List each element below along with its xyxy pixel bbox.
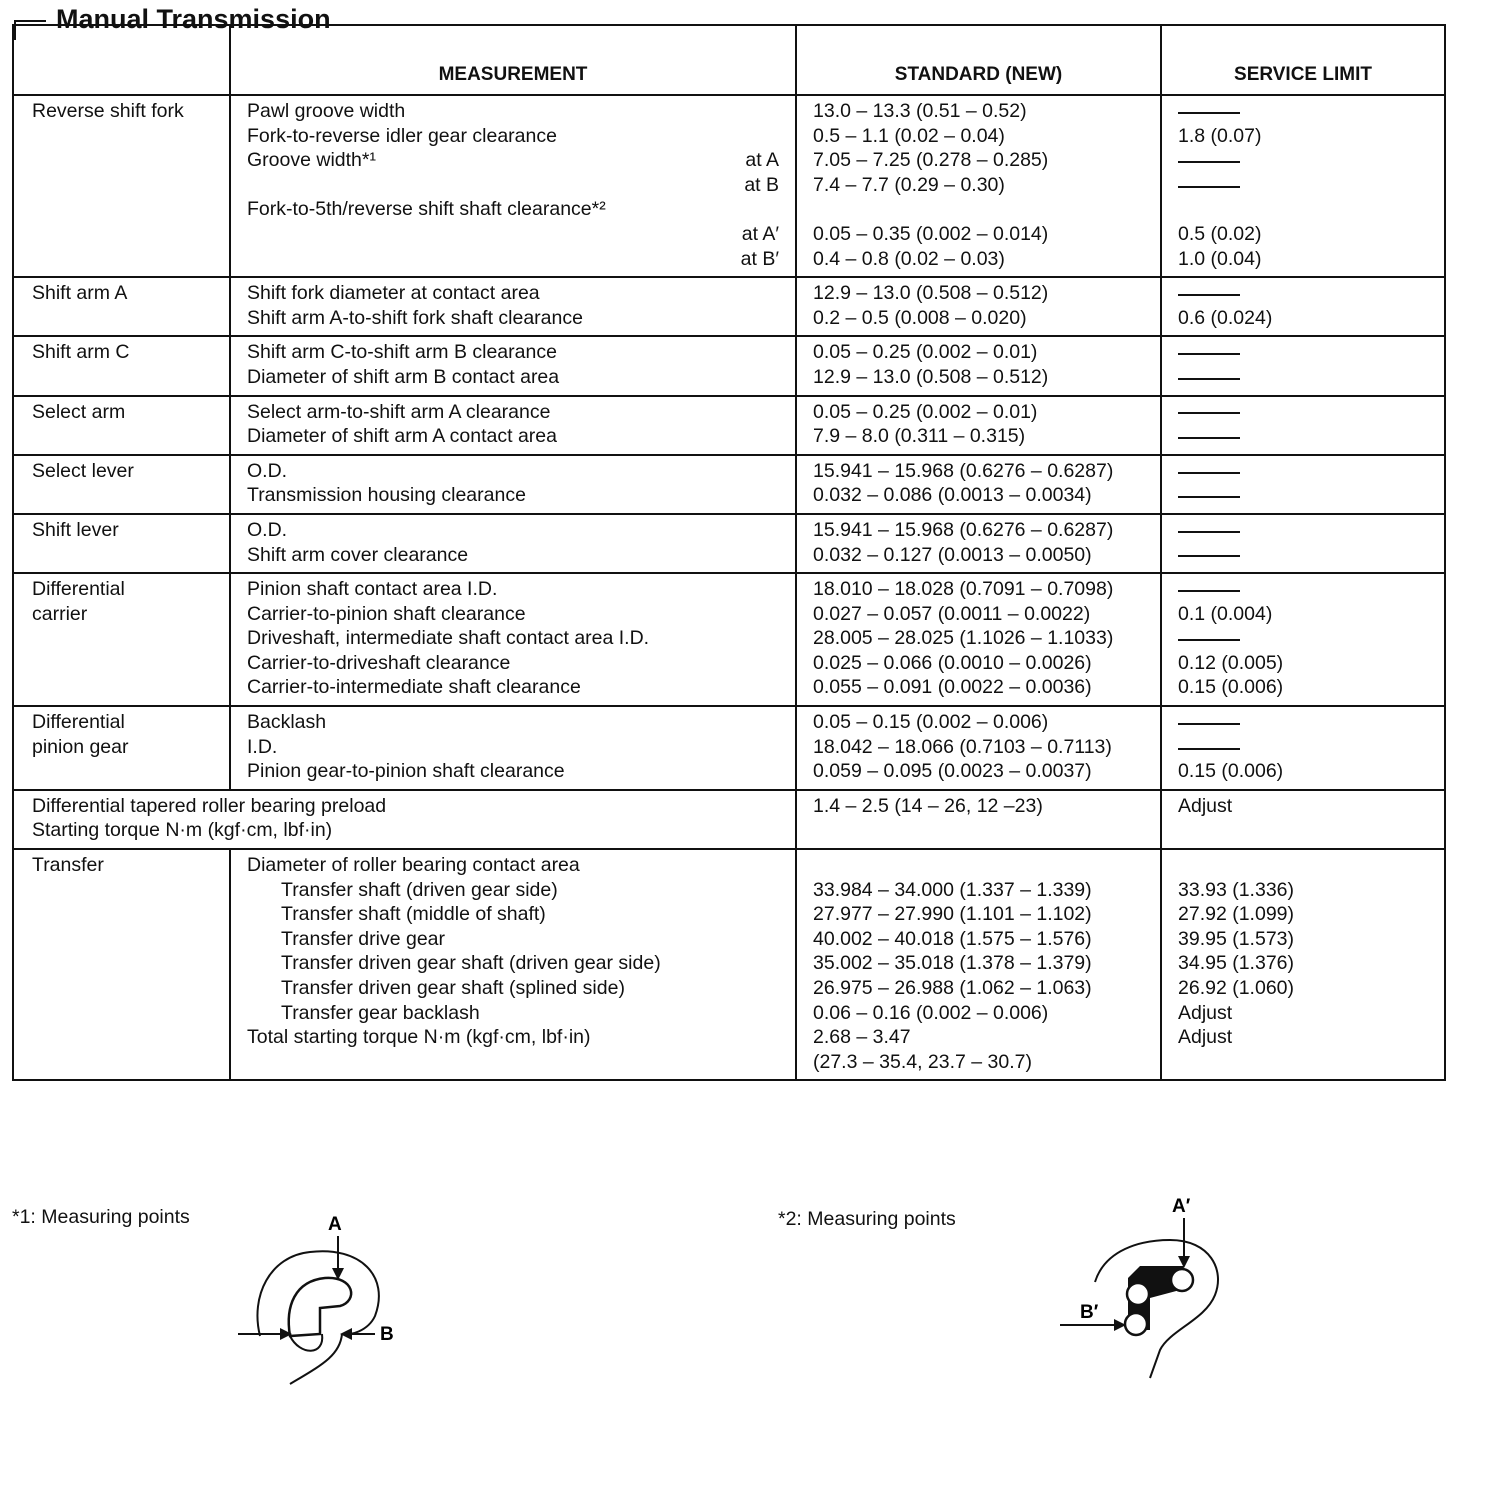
header-row: [13, 25, 1445, 95]
measurement-text: Transfer gear backlash: [281, 1001, 480, 1024]
measurement-cell: [230, 573, 796, 706]
measuring-point-label: at B: [744, 173, 779, 196]
service-limit-dash: [1178, 148, 1434, 173]
standard-value: (27.3 – 35.4, 23.7 – 30.7): [813, 1050, 1032, 1073]
service-limit-value: Adjust: [1178, 1001, 1233, 1024]
measurement-line: [247, 124, 785, 149]
standard-value: 0.05 – 0.35 (0.002 – 0.014): [813, 222, 1049, 245]
measurement-line: [247, 173, 785, 198]
spec-body: [13, 95, 1445, 1080]
service-limit-value: 1.8 (0.07): [1178, 124, 1262, 147]
service-limit-dash: [1178, 483, 1434, 508]
measurement-line: [247, 602, 785, 627]
standard-value: [813, 197, 1150, 222]
dash-mark: [1178, 723, 1240, 725]
standard-value: 0.5 – 1.1 (0.02 – 0.04): [813, 124, 1005, 147]
service-limit-cell: [1161, 455, 1445, 514]
measurement-text: Shift arm cover clearance: [247, 543, 469, 566]
service-limit-value: 0.15 (0.006): [1178, 676, 1284, 699]
standard-value: 18.010 – 18.028 (0.7091 – 0.7098): [813, 578, 1114, 601]
measurement-text: Diameter of shift arm B contact area: [247, 365, 560, 388]
measurement-text: Transfer driven gear shaft (driven gear side): [281, 952, 661, 975]
component-cell: [13, 336, 230, 395]
note-2: *2: Measuring points: [778, 1208, 956, 1230]
measurement-line: [247, 281, 785, 306]
standard-value: 33.984 – 34.000 (1.337 – 1.339): [813, 878, 1092, 901]
measurement-cell: [230, 706, 796, 790]
spec-row: [13, 277, 1445, 336]
standard-value: 0.059 – 0.095 (0.0023 – 0.0037): [813, 760, 1092, 783]
standard-value: 40.002 – 40.018 (1.575 – 1.576): [813, 927, 1092, 950]
measurement-cell: [230, 95, 796, 277]
measurement-text: Transfer drive gear: [281, 927, 446, 950]
note-1: *1: Measuring points: [12, 1206, 190, 1228]
dash-mark: [1178, 496, 1240, 498]
component-cell: [13, 706, 230, 790]
service-limit-value: 39.95 (1.573): [1178, 927, 1295, 950]
header-measurement: MEASUREMENT: [230, 25, 796, 95]
service-limit-dash: [1178, 173, 1434, 198]
component-name: Shift arm A: [32, 282, 128, 305]
dash-mark: [1178, 412, 1240, 414]
service-limit-value: 27.92 (1.099): [1178, 903, 1295, 926]
measurement-text: Total starting torque N·m (kgf·cm, lbf·in): [247, 1026, 591, 1049]
standard-value: 0.027 – 0.057 (0.0011 – 0.0022): [813, 602, 1091, 625]
measurement-text: Fork-to-reverse idler gear clearance: [247, 124, 557, 147]
measurement-line: [247, 247, 785, 272]
service-limit-dash: [1178, 543, 1434, 568]
dash-mark: [1178, 472, 1240, 474]
dash-mark: [1178, 555, 1240, 557]
component-name: carrier: [32, 602, 88, 625]
measurement-line: [247, 365, 785, 390]
dash-mark: [1178, 590, 1240, 592]
measurement-text: Transfer shaft (middle of shaft): [281, 903, 546, 926]
spec-row: [13, 336, 1445, 395]
standard-value: 26.975 – 26.988 (1.062 – 1.063): [813, 977, 1092, 999]
measurement-line: [247, 577, 785, 602]
measurement-line: [247, 148, 785, 173]
standard-value: 0.032 – 0.127 (0.0013 – 0.0050): [813, 543, 1092, 566]
service-limit-cell: [1161, 706, 1445, 790]
bracket-hole-upper: [1171, 1269, 1193, 1291]
measurement-line: [247, 735, 785, 760]
service-limit-value: 0.1 (0.004): [1178, 602, 1273, 625]
service-limit-cell: [1161, 95, 1445, 277]
measurement-line: [247, 483, 785, 508]
measurement-line: [247, 306, 785, 331]
standard-cell: [796, 95, 1161, 277]
service-limit-value: 0.12 (0.005): [1178, 651, 1284, 674]
measurement-text: Groove width*¹: [247, 149, 376, 172]
standard-value: 1.4 – 2.5 (14 – 26, 12 –23): [813, 794, 1043, 817]
measurement-text: Select arm-to-shift arm A clearance: [247, 400, 551, 423]
measurement-cell: [230, 336, 796, 395]
measurement-line: [247, 197, 785, 222]
service-limit-dash: [1178, 710, 1434, 735]
standard-cell: [796, 573, 1161, 706]
shift-shaft-clearance-diagram: [1050, 1190, 1240, 1390]
measurement-cell: [230, 514, 796, 573]
measurement-line: [247, 675, 785, 700]
standard-cell: [796, 396, 1161, 455]
service-limit-value: Adjust: [1178, 1026, 1233, 1049]
service-limit-cell: [1161, 849, 1445, 1080]
service-limit-value: [1178, 1050, 1434, 1075]
header-standard: STANDARD (NEW): [796, 25, 1161, 95]
standard-value: 0.032 – 0.086 (0.0013 – 0.0034): [813, 484, 1092, 507]
service-limit-cell: [1161, 277, 1445, 336]
standard-value: 7.9 – 8.0 (0.311 – 0.315): [813, 425, 1026, 448]
measurement-line: [247, 222, 785, 247]
service-limit-cell: [1161, 790, 1445, 849]
service-limit-dash: [1178, 626, 1434, 651]
preload-row: [13, 790, 1445, 849]
standard-value: 18.042 – 18.066 (0.7103 – 0.7113): [813, 735, 1112, 758]
spec-row: [13, 455, 1445, 514]
component-cell: [13, 396, 230, 455]
standard-value: 2.68 – 3.47: [813, 1026, 911, 1049]
service-limit-dash: [1178, 459, 1434, 484]
measurement-line: [247, 543, 785, 568]
service-limit-value: 0.5 (0.02): [1178, 222, 1262, 245]
dash-mark: [1178, 639, 1240, 641]
service-limit-dash: [1178, 99, 1434, 124]
measurement-line: [247, 518, 785, 543]
dash-mark: [1178, 437, 1240, 439]
component-cell: [13, 455, 230, 514]
bracket-outline: [1095, 1240, 1218, 1378]
standard-value: 7.4 – 7.7 (0.29 – 0.30): [813, 173, 1005, 196]
service-limit-value: 33.93 (1.336): [1178, 878, 1295, 901]
spec-row: [13, 706, 1445, 790]
service-limit-cell: [1161, 396, 1445, 455]
service-limit-dash: [1178, 424, 1434, 449]
spec-table: [12, 24, 1446, 1081]
measurement-line: [247, 626, 785, 651]
measurement-text: I.D.: [247, 735, 278, 758]
service-limit-dash: [1178, 400, 1434, 425]
standard-value: 13.0 – 13.3 (0.51 – 0.52): [813, 100, 1027, 122]
component-cell: [13, 277, 230, 336]
measuring-point-label: at B′: [740, 247, 779, 270]
service-limit-value: 0.15 (0.006): [1178, 760, 1284, 783]
measurement-text: Pawl groove width: [247, 100, 406, 122]
measurement-line: [247, 651, 785, 676]
diagram-label-a-prime: A′: [1172, 1196, 1191, 1217]
standard-cell: [796, 790, 1161, 849]
spec-row: [13, 849, 1445, 1080]
measurement-text: Pinion gear-to-pinion shaft clearance: [247, 760, 565, 783]
spec-row: [13, 95, 1445, 277]
dash-mark: [1178, 294, 1240, 296]
component-name: Differential: [32, 578, 125, 601]
spec-row: [13, 396, 1445, 455]
page-title: Manual Transmission: [54, 4, 335, 35]
service-limit-cell: [1161, 336, 1445, 395]
measurement-text: O.D.: [247, 518, 288, 541]
standard-cell: [796, 706, 1161, 790]
service-limit-cell: [1161, 573, 1445, 706]
fork-outer-outline: [257, 1251, 378, 1336]
diagram-label-b-prime: B′: [1080, 1302, 1099, 1323]
preload-label: Differential tapered roller bearing preload: [32, 794, 387, 817]
measurement-text: Driveshaft, intermediate shaft contact area I.D.: [247, 627, 650, 650]
measurement-text: Diameter of roller bearing contact area: [247, 854, 580, 877]
component-name: Shift lever: [32, 518, 119, 541]
component-name: Reverse shift fork: [32, 100, 184, 122]
service-limit-dash: [1178, 735, 1434, 760]
service-limit-value: 0.6 (0.024): [1178, 306, 1273, 329]
standard-value: 0.4 – 0.8 (0.02 – 0.03): [813, 247, 1005, 270]
service-limit-value: 26.92 (1.060): [1178, 977, 1295, 999]
dash-mark: [1178, 186, 1240, 188]
service-limit-value: [1178, 853, 1434, 878]
standard-value: 0.2 – 0.5 (0.008 – 0.020): [813, 306, 1027, 329]
standard-value: 0.025 – 0.066 (0.0010 – 0.0026): [813, 651, 1092, 674]
standard-value: 12.9 – 13.0 (0.508 – 0.512): [813, 282, 1049, 305]
standard-cell: [796, 277, 1161, 336]
standard-value: [813, 853, 1150, 878]
measurement-line: [247, 424, 785, 449]
spec-row: [13, 514, 1445, 573]
standard-value: 0.05 – 0.25 (0.002 – 0.01): [813, 341, 1038, 364]
service-limit-value: 1.0 (0.04): [1178, 247, 1262, 270]
fork-stem: [290, 1334, 342, 1384]
standard-value: 0.05 – 0.15 (0.002 – 0.006): [813, 711, 1049, 734]
component-cell: [13, 849, 230, 1080]
measurement-text: Pinion shaft contact area I.D.: [247, 578, 498, 601]
fork-groove-outline: [289, 1278, 351, 1336]
standard-cell: [796, 336, 1161, 395]
standard-value: 0.05 – 0.25 (0.002 – 0.01): [813, 400, 1038, 423]
measurement-text: Transmission housing clearance: [247, 484, 526, 507]
measurement-text: Carrier-to-pinion shaft clearance: [247, 602, 526, 625]
standard-value: 7.05 – 7.25 (0.278 – 0.285): [813, 149, 1049, 172]
measurement-text: Backlash: [247, 711, 327, 734]
measurement-line: [247, 710, 785, 735]
service-limit-cell: [1161, 514, 1445, 573]
standard-cell: [796, 849, 1161, 1080]
measurement-line: [247, 759, 785, 784]
spec-row: [13, 573, 1445, 706]
measurement-text: Carrier-to-driveshaft clearance: [247, 651, 511, 674]
measurement-cell: [230, 455, 796, 514]
standard-value: 35.002 – 35.018 (1.378 – 1.379): [813, 952, 1092, 975]
standard-value: 0.055 – 0.091 (0.0022 – 0.0036): [813, 676, 1092, 699]
service-limit-dash: [1178, 340, 1434, 365]
service-limit-value: 34.95 (1.376): [1178, 952, 1295, 975]
measurement-line: [247, 340, 785, 365]
dash-mark: [1178, 353, 1240, 355]
component-name: Select arm: [32, 400, 126, 423]
dash-mark: [1178, 748, 1240, 750]
standard-value: 15.941 – 15.968 (0.6276 – 0.6287): [813, 459, 1114, 482]
service-limit-value: Adjust: [1178, 794, 1233, 817]
service-limit-dash: [1178, 518, 1434, 543]
component-cell: [13, 514, 230, 573]
measurement-line: [247, 459, 785, 484]
dash-mark: [1178, 112, 1240, 114]
measuring-point-label: at A: [745, 149, 779, 172]
service-limit-dash: [1178, 281, 1434, 306]
bracket-hole-lower: [1125, 1313, 1147, 1335]
measurement-text: [247, 1050, 785, 1075]
measurement-text: Transfer shaft (driven gear side): [281, 878, 558, 901]
standard-value: 28.005 – 28.025 (1.1026 – 1.1033): [813, 627, 1114, 650]
dash-mark: [1178, 378, 1240, 380]
preload-label-cell: [13, 790, 796, 849]
service-limit-dash: [1178, 365, 1434, 390]
diagram-label-b: B: [380, 1324, 394, 1345]
diagram-label-a: A: [328, 1214, 342, 1235]
standard-value: 15.941 – 15.968 (0.6276 – 0.6287): [813, 518, 1114, 541]
measurement-text: Transfer driven gear shaft (splined side): [281, 977, 625, 999]
measurement-line: [247, 99, 785, 124]
shift-fork-groove-diagram: [230, 1206, 420, 1396]
component-name: Differential: [32, 711, 125, 734]
standard-cell: [796, 514, 1161, 573]
measurement-text: Carrier-to-intermediate shaft clearance: [247, 676, 581, 699]
standard-value: 27.977 – 27.990 (1.101 – 1.102): [813, 903, 1092, 926]
measurement-text: Fork-to-5th/reverse shift shaft clearance*²: [247, 198, 606, 221]
service-limit-value: [1178, 197, 1434, 222]
component-name: Transfer: [32, 854, 104, 877]
measurement-text: Diameter of shift arm A contact area: [247, 425, 557, 448]
measurement-text: O.D.: [247, 459, 288, 482]
measurement-cell: [230, 396, 796, 455]
service-limit-dash: [1178, 577, 1434, 602]
dash-mark: [1178, 161, 1240, 163]
component-cell: [13, 573, 230, 706]
measurement-text: Shift arm A-to-shift fork shaft clearance: [247, 306, 583, 329]
measurement-text: Shift arm C-to-shift arm B clearance: [247, 341, 557, 364]
standard-cell: [796, 455, 1161, 514]
header-service-limit: SERVICE LIMIT: [1161, 25, 1445, 95]
component-name: Shift arm C: [32, 341, 130, 364]
header-component: [13, 25, 230, 95]
standard-value: 12.9 – 13.0 (0.508 – 0.512): [813, 365, 1049, 388]
measurement-cell: [230, 277, 796, 336]
preload-label: Starting torque N·m (kgf·cm, lbf·in): [32, 819, 333, 842]
measuring-point-label: at A′: [741, 222, 779, 245]
component-name: pinion gear: [32, 735, 129, 758]
component-name: Select lever: [32, 459, 134, 482]
measurement-cell: [230, 849, 796, 1080]
measurement-text: Shift fork diameter at contact area: [247, 282, 540, 305]
component-cell: [13, 95, 230, 277]
standard-value: 0.06 – 0.16 (0.002 – 0.006): [813, 1001, 1049, 1024]
bracket-hole-middle: [1127, 1283, 1149, 1305]
dash-mark: [1178, 531, 1240, 533]
measurement-line: [247, 400, 785, 425]
